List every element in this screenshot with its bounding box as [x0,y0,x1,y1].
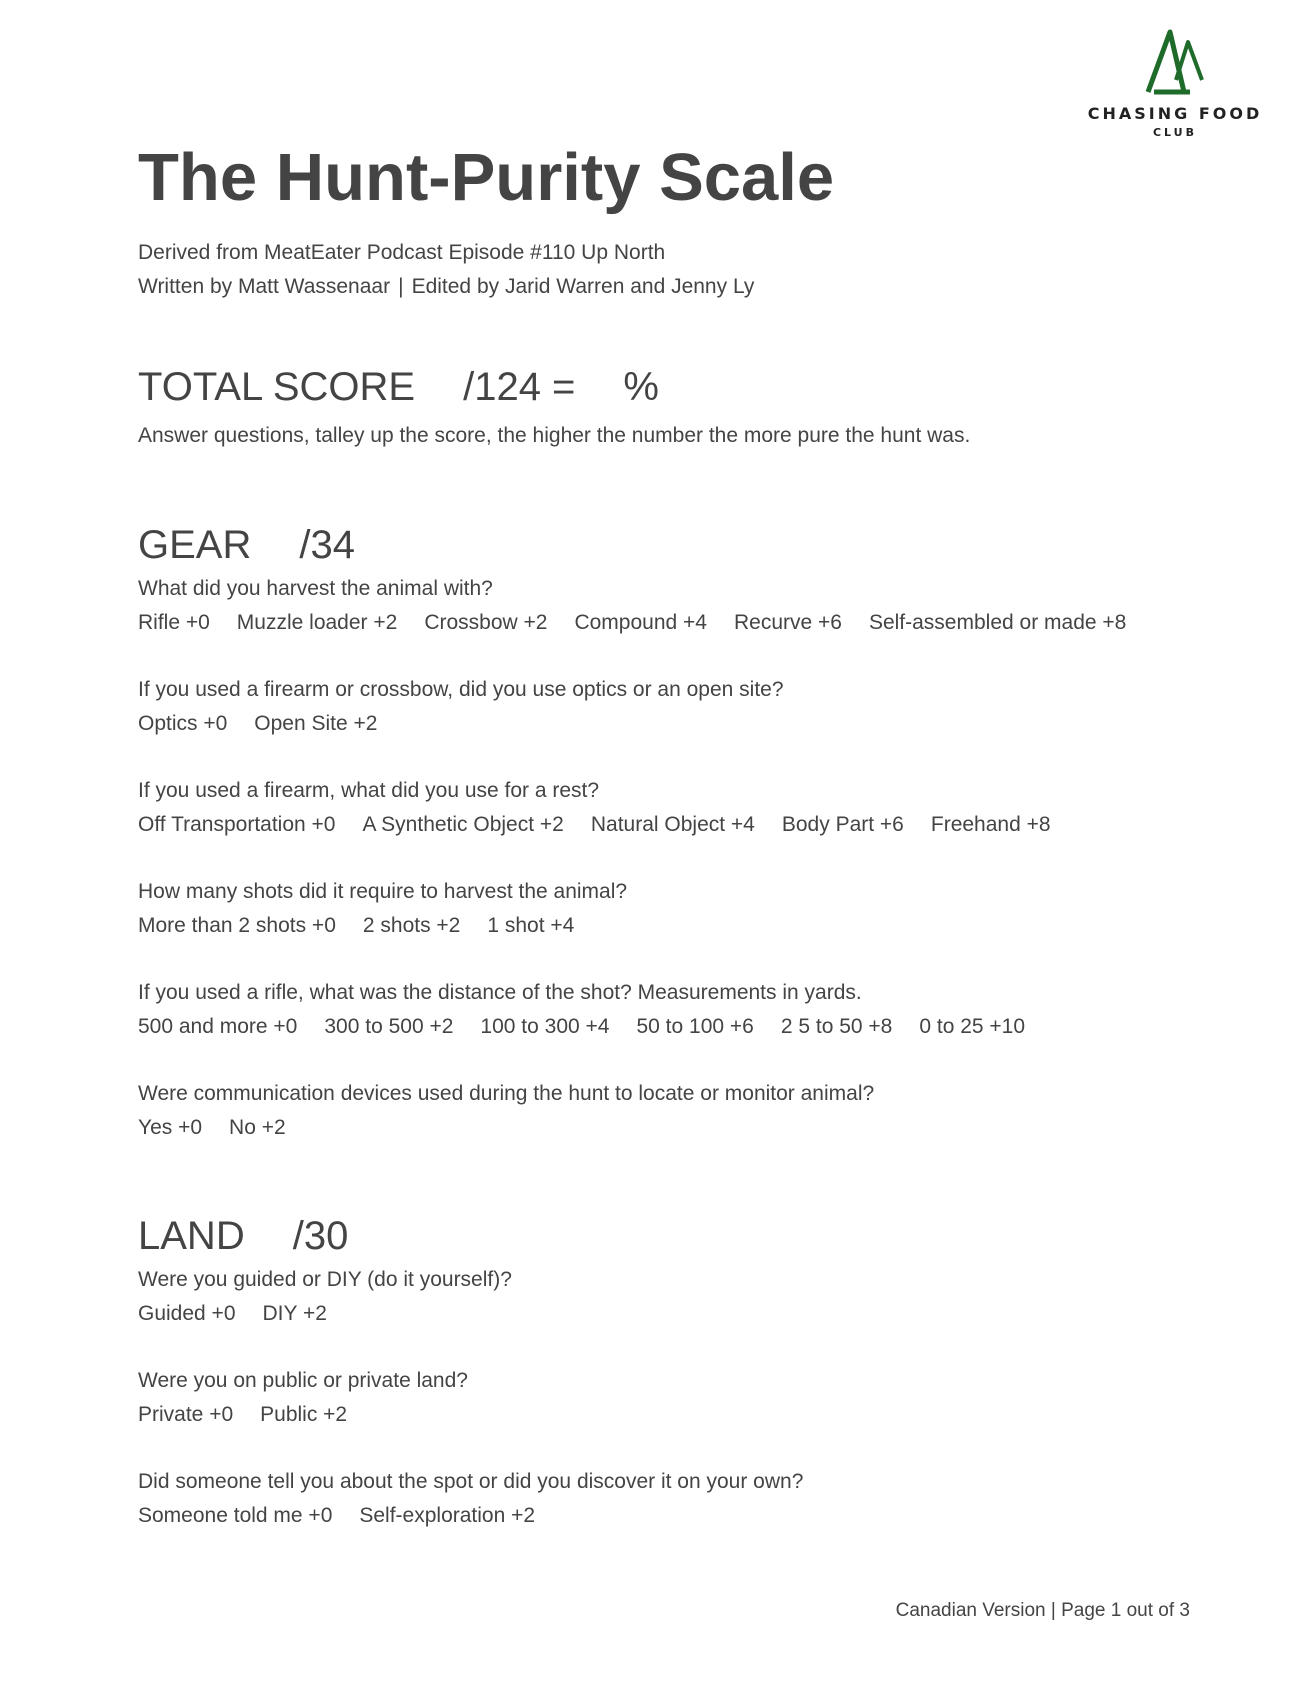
question-text: Were you guided or DIY (do it yourself)? [138,1268,512,1291]
land-max: /30 [292,1214,349,1258]
answer-option: More than 2 shots +0 [138,914,336,937]
question-text: What did you harvest the animal with? [138,577,493,600]
answer-option: DIY +2 [262,1302,327,1325]
answer-option: No +2 [229,1116,286,1139]
edited-by: Edited by Jarid Warren and Jenny Ly [411,275,755,298]
question-item [138,774,1218,842]
question-text: If you used a firearm or crossbow, did you use optics or an open site? [138,678,784,701]
gear-max: /34 [299,523,355,567]
answer-option: 0 to 25 +10 [919,1015,1026,1038]
answer-options [138,1499,1218,1533]
answer-option: Self-assembled or made +8 [868,611,1127,634]
question-text: How many shots did it require to harvest the animal? [138,880,628,903]
question-item [138,572,1218,640]
question-item [138,673,1218,741]
answer-option: 500 and more +0 [138,1015,298,1038]
club-logo [1080,28,1270,139]
answer-option: Open Site +2 [254,712,378,735]
question-item [138,976,1218,1044]
question-text: Were communication devices used during the hunt to locate or monitor animal? [138,1082,875,1105]
credits-line [138,270,1218,304]
source-line: Derived from MeatEater Podcast Episode #110 Up North [138,241,666,264]
question-item [138,1465,1218,1533]
answer-options [138,808,1218,842]
answer-option: Muzzle loader +2 [236,611,398,634]
logo-name: CHASING FOOD [1087,104,1263,123]
answer-option: Optics +0 [138,712,228,735]
page-title: The Hunt-Purity Scale [138,140,835,215]
answer-option: A Synthetic Object +2 [362,813,564,836]
question-item [138,875,1218,943]
answer-option: 2 5 to 50 +8 [780,1015,893,1038]
gear-section [138,520,1218,1145]
question-text: If you used a firearm, what did you use for a rest? [138,779,600,802]
answer-options [138,606,1218,640]
answer-option: Private +0 [138,1403,234,1426]
total-score-percent: % [623,365,659,409]
answer-option: 300 to 500 +2 [324,1015,454,1038]
answer-option: Guided +0 [138,1302,236,1325]
credits-separator: | [398,275,404,298]
question-text: Did someone tell you about the spot or did you discover it on your own? [138,1470,804,1493]
total-score-description: Answer questions, talley up the score, the higher the number the more pure the hunt was. [138,424,971,447]
footer-page: Page 1 out of 3 [1061,1600,1190,1621]
answer-options [138,909,1218,943]
answer-options [138,1111,1218,1145]
question-text: If you used a rifle, what was the distance of the shot? Measurements in yards. [138,981,862,1004]
answer-option: Yes +0 [138,1116,203,1139]
answer-option: Off Transportation +0 [138,813,336,836]
answer-option: Crossbow +2 [424,611,548,634]
question-item [138,1263,1218,1331]
answer-option: Natural Object +4 [590,813,755,836]
gear-questions [138,572,1218,1145]
answer-option: Body Part +6 [781,813,904,836]
written-by: Written by Matt Wassenaar [138,275,391,298]
total-score-max: /124 = [463,365,576,409]
answer-option: Rifle +0 [138,611,210,634]
question-text: Were you on public or private land? [138,1369,468,1392]
answer-option: Freehand +8 [930,813,1051,836]
answer-option: Someone told me +0 [138,1504,333,1527]
footer-separator: | [1045,1600,1062,1621]
question-item [138,1364,1218,1432]
land-section [138,1211,1218,1533]
document-body [138,136,1218,1533]
answer-options [138,1297,1218,1331]
total-score-heading [138,362,1218,412]
answer-options [138,1398,1218,1432]
total-score-section [138,362,1218,452]
page-footer [860,1600,1190,1622]
land-label: LAND [138,1214,245,1258]
answer-option: Public +2 [260,1403,348,1426]
answer-option: 50 to 100 +6 [636,1015,754,1038]
answer-option: Self-exploration +2 [359,1504,536,1527]
answer-options [138,1010,1218,1044]
tent-trees-icon [1140,28,1210,98]
land-questions [138,1263,1218,1533]
question-item [138,1077,1218,1145]
answer-option: 100 to 300 +4 [480,1015,610,1038]
land-heading [138,1211,1218,1261]
total-score-label: TOTAL SCORE [138,365,416,409]
answer-option: 2 shots +2 [362,914,461,937]
answer-option: Recurve +6 [733,611,842,634]
answer-options [138,707,1218,741]
document-meta [138,236,1218,304]
logo-sub: CLUB [1152,126,1197,139]
answer-option: 1 shot +4 [487,914,575,937]
gear-heading [138,520,1218,570]
footer-version: Canadian Version [895,1600,1046,1621]
gear-label: GEAR [138,523,252,567]
answer-option: Compound +4 [574,611,707,634]
